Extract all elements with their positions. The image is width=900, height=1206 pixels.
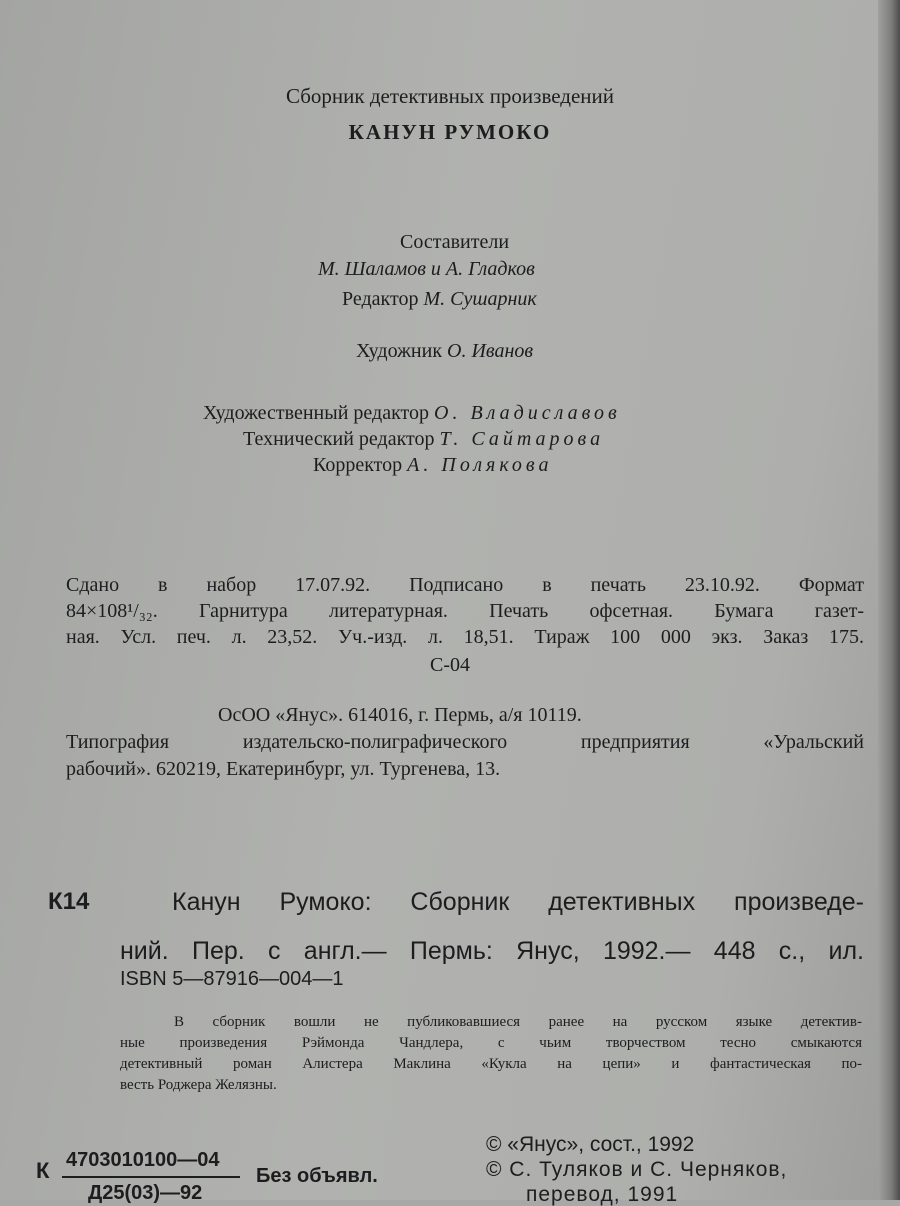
tech-editor-label: Технический редактор: [243, 428, 435, 450]
book-title: КАНУН РУМОКО: [348, 120, 552, 144]
tech-editor-line: [243, 429, 604, 449]
fraction-numerator: 4703010100—04: [66, 1149, 220, 1171]
artist-line: [356, 341, 533, 361]
k-letter: К: [36, 1158, 50, 1183]
copyright-translation: © С. Туляков и С. Черняков,: [486, 1158, 788, 1181]
art-editor-line: [203, 403, 621, 423]
copyright-translation-year: перевод, 1991: [526, 1183, 679, 1206]
proofreader-name: А. Полякова: [407, 454, 553, 476]
imprint-code: С-04: [430, 654, 470, 676]
tech-editor-name: Т. Сайтарова: [439, 428, 605, 450]
art-editor-label: Художественный редактор: [203, 402, 429, 424]
printer-line-1: Типография издательско-полиграфического предприятия «Уральский: [66, 731, 864, 753]
editor-line: [342, 289, 537, 309]
copyright-compilation: © «Янус», сост., 1992: [486, 1133, 695, 1156]
compilers-names: М. Шаламов и А. Гладков: [318, 258, 535, 280]
annotation-line-4: весть Роджера Желязны.: [120, 1077, 277, 1093]
catalog-entry-line-1: Канун Румоко: Сборник детективных произведе-: [172, 888, 864, 916]
catalog-index: К14: [48, 888, 90, 915]
proofreader-line: [313, 455, 552, 475]
imprint-line-3: ная. Усл. печ. л. 23,52. Уч.-изд. л. 18,51. Тираж 100 000 экз. Заказ 175.: [66, 626, 864, 648]
no-ads-note: Без объявл.: [256, 1165, 378, 1187]
catalog-entry-line-2: ний. Пер. с англ.— Пермь: Янус, 1992.— 448 с., ил.: [120, 937, 864, 965]
series-title: Сборник детективных произведений: [285, 84, 615, 108]
artist-label: Художник: [356, 340, 443, 362]
annotation-line-1: В сборник вошли не публиковавшиеся ранее на русском языке детектив-: [174, 1014, 862, 1030]
printer-line-2: рабочий». 620219, Екатеринбург, ул. Тургенева, 13.: [66, 758, 501, 780]
proofreader-label: Корректор: [313, 454, 403, 476]
artist-name: О. Иванов: [447, 340, 534, 362]
editor-label: Редактор: [342, 288, 419, 310]
art-editor-name: О. Владиславов: [434, 402, 621, 424]
annotation-line-2: ные произведения Рэймонда Чандлера, с чьим творчеством тесно смыкаются: [120, 1035, 862, 1051]
editor-name: М. Сушарник: [423, 288, 537, 310]
imprint-line-1: Сдано в набор 17.07.92. Подписано в печать 23.10.92. Формат: [66, 574, 864, 596]
annotation-line-3: детективный роман Алистера Маклина «Кукла на цепи» и фантастическая по-: [120, 1056, 862, 1072]
fraction-line: [62, 1176, 240, 1178]
isbn: ISBN 5—87916—004—1: [120, 968, 344, 990]
book-gutter-shadow: [878, 0, 900, 1200]
fraction-denominator: Д25(03)—92: [88, 1182, 203, 1204]
publisher-address: ОсОО «Янус». 614016, г. Пермь, а/я 10119.: [218, 704, 582, 726]
compilers-label: Составители: [400, 231, 510, 253]
imprint-line-2: 84×108¹/₃₂. Гарнитура литературная. Печать офсетная. Бумага газет-: [66, 600, 864, 622]
